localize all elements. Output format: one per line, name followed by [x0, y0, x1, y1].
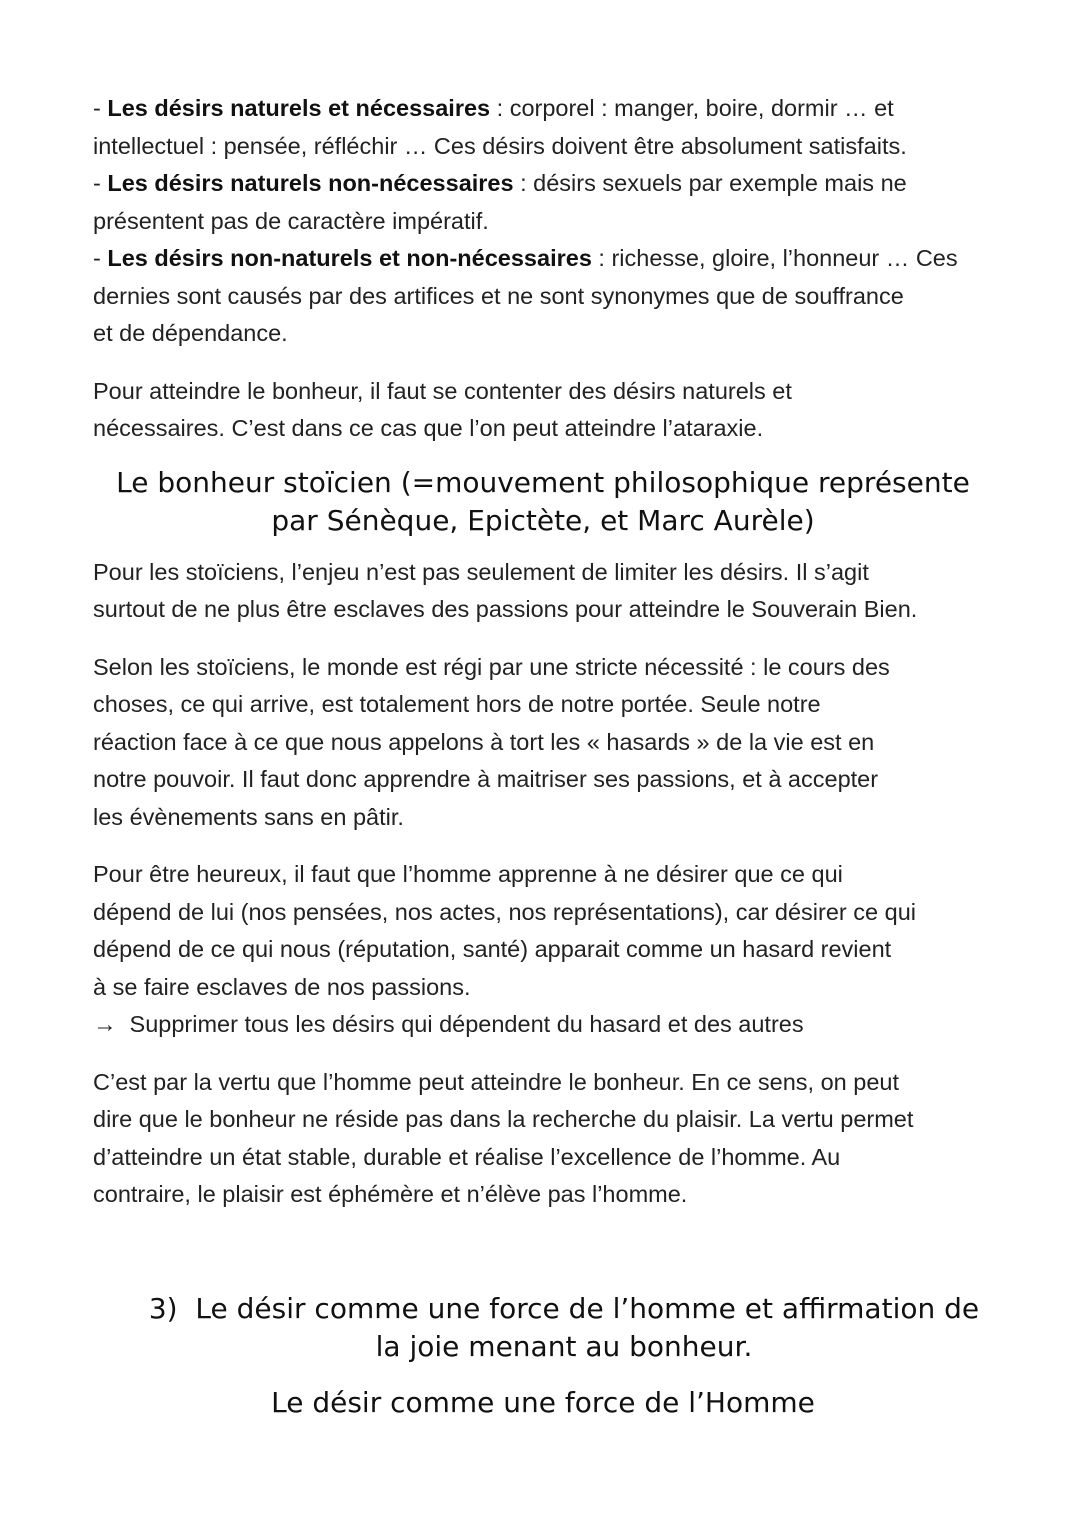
desire-text: et de dépendance.	[93, 320, 288, 346]
paragraph-stoic-1	[93, 554, 993, 629]
desire-text: : corporel : manger, boire, dormir … et	[490, 95, 894, 121]
text-line: Selon les stoïciens, le monde est régi par une stricte nécessité : le cours des	[93, 653, 890, 680]
heading-line: la joie menant au bonheur.	[375, 1329, 753, 1363]
text-line: à se faire esclaves de nos passions.	[93, 973, 471, 1000]
desire-item	[93, 165, 993, 240]
text-line: nécessaires. C’est dans ce cas que l’on peut atteindre l’ataraxie.	[93, 415, 764, 441]
desire-text: présentent pas de caractère impératif.	[93, 207, 489, 234]
text-line: choses, ce qui arrive, est totalement hors de notre portée. Seule notre	[93, 691, 821, 717]
section-heading-stoic	[93, 464, 993, 540]
list-dash: -	[93, 95, 108, 121]
desire-text: dernies sont causés par des artifices et ne sont synonymes que de souffrance	[93, 282, 904, 309]
paragraph-stoic-3	[93, 856, 993, 1044]
list-dash: -	[93, 170, 108, 196]
document-page	[93, 90, 993, 1422]
desire-text: intellectuel : pensée, réfléchir … Ces désirs doivent être absolument satisfaits.	[93, 132, 907, 159]
section-heading-3	[145, 1290, 983, 1366]
text-line: dire que le bonheur ne réside pas dans la recherche du plaisir. La vertu permet	[93, 1106, 914, 1132]
text-line: C’est par la vertu que l’homme peut atteindre le bonheur. En ce sens, on peut	[93, 1068, 900, 1095]
text-line: surtout de ne plus être esclaves des passions pour atteindre le Souverain Bien.	[93, 596, 918, 622]
desire-text: : désirs sexuels par exemple mais ne	[513, 170, 907, 196]
text-line: d’atteindre un état stable, durable et réalise l’excellence de l’homme. Au	[93, 1143, 841, 1170]
arrow-line	[93, 1011, 804, 1037]
text-line: réaction face à ce que nous appelons à tort les « hasards » de la vie est en	[93, 728, 875, 755]
desire-item	[93, 240, 993, 353]
desire-term: Les désirs naturels non-nécessaires	[107, 170, 514, 196]
text-line: dépend de lui (nos pensées, nos actes, nos représentations), car désirer ce qui	[93, 898, 916, 925]
text-line: dépend de ce qui nous (réputation, santé) apparait comme un hasard revient	[93, 936, 892, 962]
desire-item	[93, 90, 993, 165]
desire-term: Les désirs non-naturels et non-nécessaires	[107, 245, 592, 271]
text-line: Pour être heureux, il faut que l’homme apprenne à ne désirer que ce qui	[93, 861, 843, 887]
heading-line: par Sénèque, Epictète, et Marc Aurèle)	[271, 503, 815, 537]
list-dash: -	[93, 245, 108, 271]
text-line: contraire, le plaisir est éphémère et n’élève pas l’homme.	[93, 1181, 688, 1207]
subheading-force	[93, 1384, 993, 1422]
heading-line: Le bonheur stoïcien (=mouvement philosophique représente	[116, 465, 970, 499]
subheading-text: Le désir comme une force de l’Homme	[271, 1385, 815, 1419]
text-line: Pour les stoïciens, l’enjeu n’est pas seulement de limiter les désirs. Il s’agit	[93, 558, 869, 585]
text-line: Pour atteindre le bonheur, il faut se contenter des désirs naturels et	[93, 377, 792, 404]
desires-list	[93, 90, 993, 353]
heading-line: Le désir comme une force de l’homme et affirmation de	[195, 1291, 980, 1325]
arrow-right-icon: →	[93, 1011, 117, 1037]
paragraph-epicure-conclusion	[93, 373, 993, 448]
paragraph-stoic-4	[93, 1064, 993, 1214]
text-line: notre pouvoir. Il faut donc apprendre à maitriser ses passions, et à accepter	[93, 766, 879, 792]
desire-term: Les désirs naturels et nécessaires	[107, 95, 491, 121]
text-line: Supprimer tous les désirs qui dépendent du hasard et des autres	[123, 1011, 804, 1037]
desire-text: : richesse, gloire, l’honneur … Ces	[591, 245, 958, 271]
text-line: les évènements sans en pâtir.	[93, 803, 404, 830]
paragraph-stoic-2	[93, 649, 993, 837]
section-number: 3)	[148, 1291, 178, 1325]
